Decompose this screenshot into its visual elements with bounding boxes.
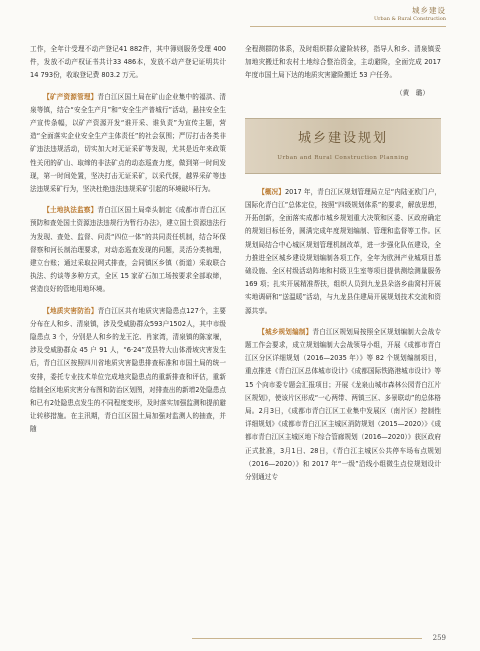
- left-column: [30, 43, 226, 437]
- header-subtitle: Urban & Rural Construction: [373, 16, 446, 22]
- author-signature: （黄 璐）: [396, 88, 429, 97]
- paragraph-registration: 工作，全年计受理不动产登记41 882件，其中簿则服务受理 400 件，发放不动产权证书共计33 486本，发放不动产登记证明共计14 793份，收取登记费 803.2 万元。: [30, 45, 226, 80]
- section-tag-overview: 【概况】: [258, 187, 285, 196]
- section-tag-mining: 【矿产资源管理】: [43, 92, 98, 101]
- footer-rule: [192, 638, 422, 639]
- section-compile: [245, 326, 441, 484]
- right-column: [245, 43, 441, 484]
- header-rule: [250, 26, 446, 27]
- section-banner: [245, 118, 441, 174]
- running-header: [374, 6, 446, 23]
- banner-title: 城乡建设规划: [297, 130, 388, 146]
- section-tag-law: 【土地执法监察】: [43, 206, 98, 215]
- section-tag-compile: 【城乡规划编制】: [258, 327, 313, 336]
- paragraph-continuation: 全程测群防体系，及时组织群众避险转移，指导人和乡、清泉镇妥加地灾搬迁和农村土地综合整治资金，主动避险，全面完成 2017 年度市国土局下达的地质灾害避险搬迁 53 户任务。: [245, 45, 441, 80]
- section-mining: [30, 91, 226, 197]
- banner-subtitle: Urban and Rural Construction Planning: [277, 154, 409, 161]
- header-title: 城乡建设: [412, 6, 446, 15]
- section-text-compile: 青白江区规划局按照全区规划编制大会战专题工作会要求，成立规划编制大会战领导小组，开展《成都市青白江区分区详细规划（2016—2035 年）》等 82 个规划编制项目，重点推进《青白江区总体城市设计》《成都国际铁路港城市设计》等 15 个向市委专题会汇报项目；开展《龙泉山城市森林公园青白江片区规划》，使该片区形成“一心两带、两镇三区、多景联动”的总体格局。2月3日，《成都市青白江区工业集中发展区（南片区）控制性详细规划》《成都市青白江区主城区消防规划（2015—2020）》《成都市青白江区主城区地下综合管廊规划（2016—2020）》获区政府正式批准，3月1日、28日，《青白江主城区公共停车场布点规划（2016—2020）》和 2017 年“一级”沿线小组微生点位规划设计分别通过专: [245, 327, 442, 482]
- section-disaster: [30, 305, 226, 437]
- section-text-law: 青白江区国土局牵头制定《成都市青白江区预防和查处国土资源违法违规行为暂行办法》，建立国土资源违法行为发现、查处、监督、问责“四位一体”的共同责任机制，结合环保督察和河长制治理要求，对动态巡查发现的问题，灵活分类梳理，建立台账；通过采取拉网式排查，会同镇区乡镇（街道）采取联合执法、约谈等多种方式，全区 15 家矿石加工场按要求全部取缔，营造良好的管地用地环境。: [30, 206, 227, 294]
- section-tag-disaster: 【地质灾害防治】: [43, 306, 98, 315]
- section-law: [30, 204, 226, 296]
- section-text-disaster: 青白江区共有地质灾害隐患点127个，主要分布在人和乡、清泉镇，涉及受威胁群众593户1502人，其中市级隐患点 3 个，分别是人和乡的龙王沱、肖家湾，清泉镇的陈家堰，涉及受威胁群众 45 户 91 人，“6·24”茂县特大山体滑坡灾害发生后，青白江区按照四川省地质灾害隐患排查标准和市国土局的统一安排，委托专业技术单位完成地灾隐患点的重新排查和评估，重新绘制全区地质灾害分布图和防治区划图，对排查出的新增2处隐患点和已有2处隐患点发生的不同程度变形，及时落实加强监测和提前避让转移措施。在主汛期，青白江区国土局加强对监测人的抽查，并随: [30, 306, 227, 434]
- section-text-overview: 2017 年，青白江区规划管理局立足“内陆亚欧门户，国际化青白江”总体定位，按照“四级规划体系”的要求，解放思想，开拓创新，全面落实成都市城乡规划重大决策和区委、区政府确定的规划目标任务，圆满完成年度规划编制、管理和监督等工作。区规划局结合中心城区规划管理机制改革，进一步强化队伍建设，全力推进全区城乡建设规划编制各项工作，全年为欧洲产业城项目基础设施、全区村级活动阵地和村级卫生室等项目提供测绘测量服务 169 项；扎实开展精准帮扶，组织人员到九龙县朵洛乡曲窝村开展实地调研和“送温暖”活动，与九龙县住建局开展规划技术交流和资源共享。: [245, 187, 442, 315]
- section-overview: [245, 186, 441, 318]
- section-text-mining: 青白江区国土局在矿山企业集中的福洪、清泉等镇，结合“安全生产月”和“安全生产普城行”活动，悬挂安全生产宣传条幅，以矿产资源开发“谁开采、谁负责”为宣传主题，营造“全面落实企业安全生产主体责任”的社会氛围；严厉打击各类非矿违法违规活动，切实加大对无证采矿等发现，尤其是近年来政策性关闭的矿山、取缔的非法矿点的动态巡查力度，做到第一时间发现，第一时间处置，坚决打击无证采矿，以采代探，越界采矿等违法违规采矿行为，坚决杜绝违法违规采矿引起的环境破坏行为。: [30, 92, 227, 194]
- page-number: 259: [432, 634, 446, 642]
